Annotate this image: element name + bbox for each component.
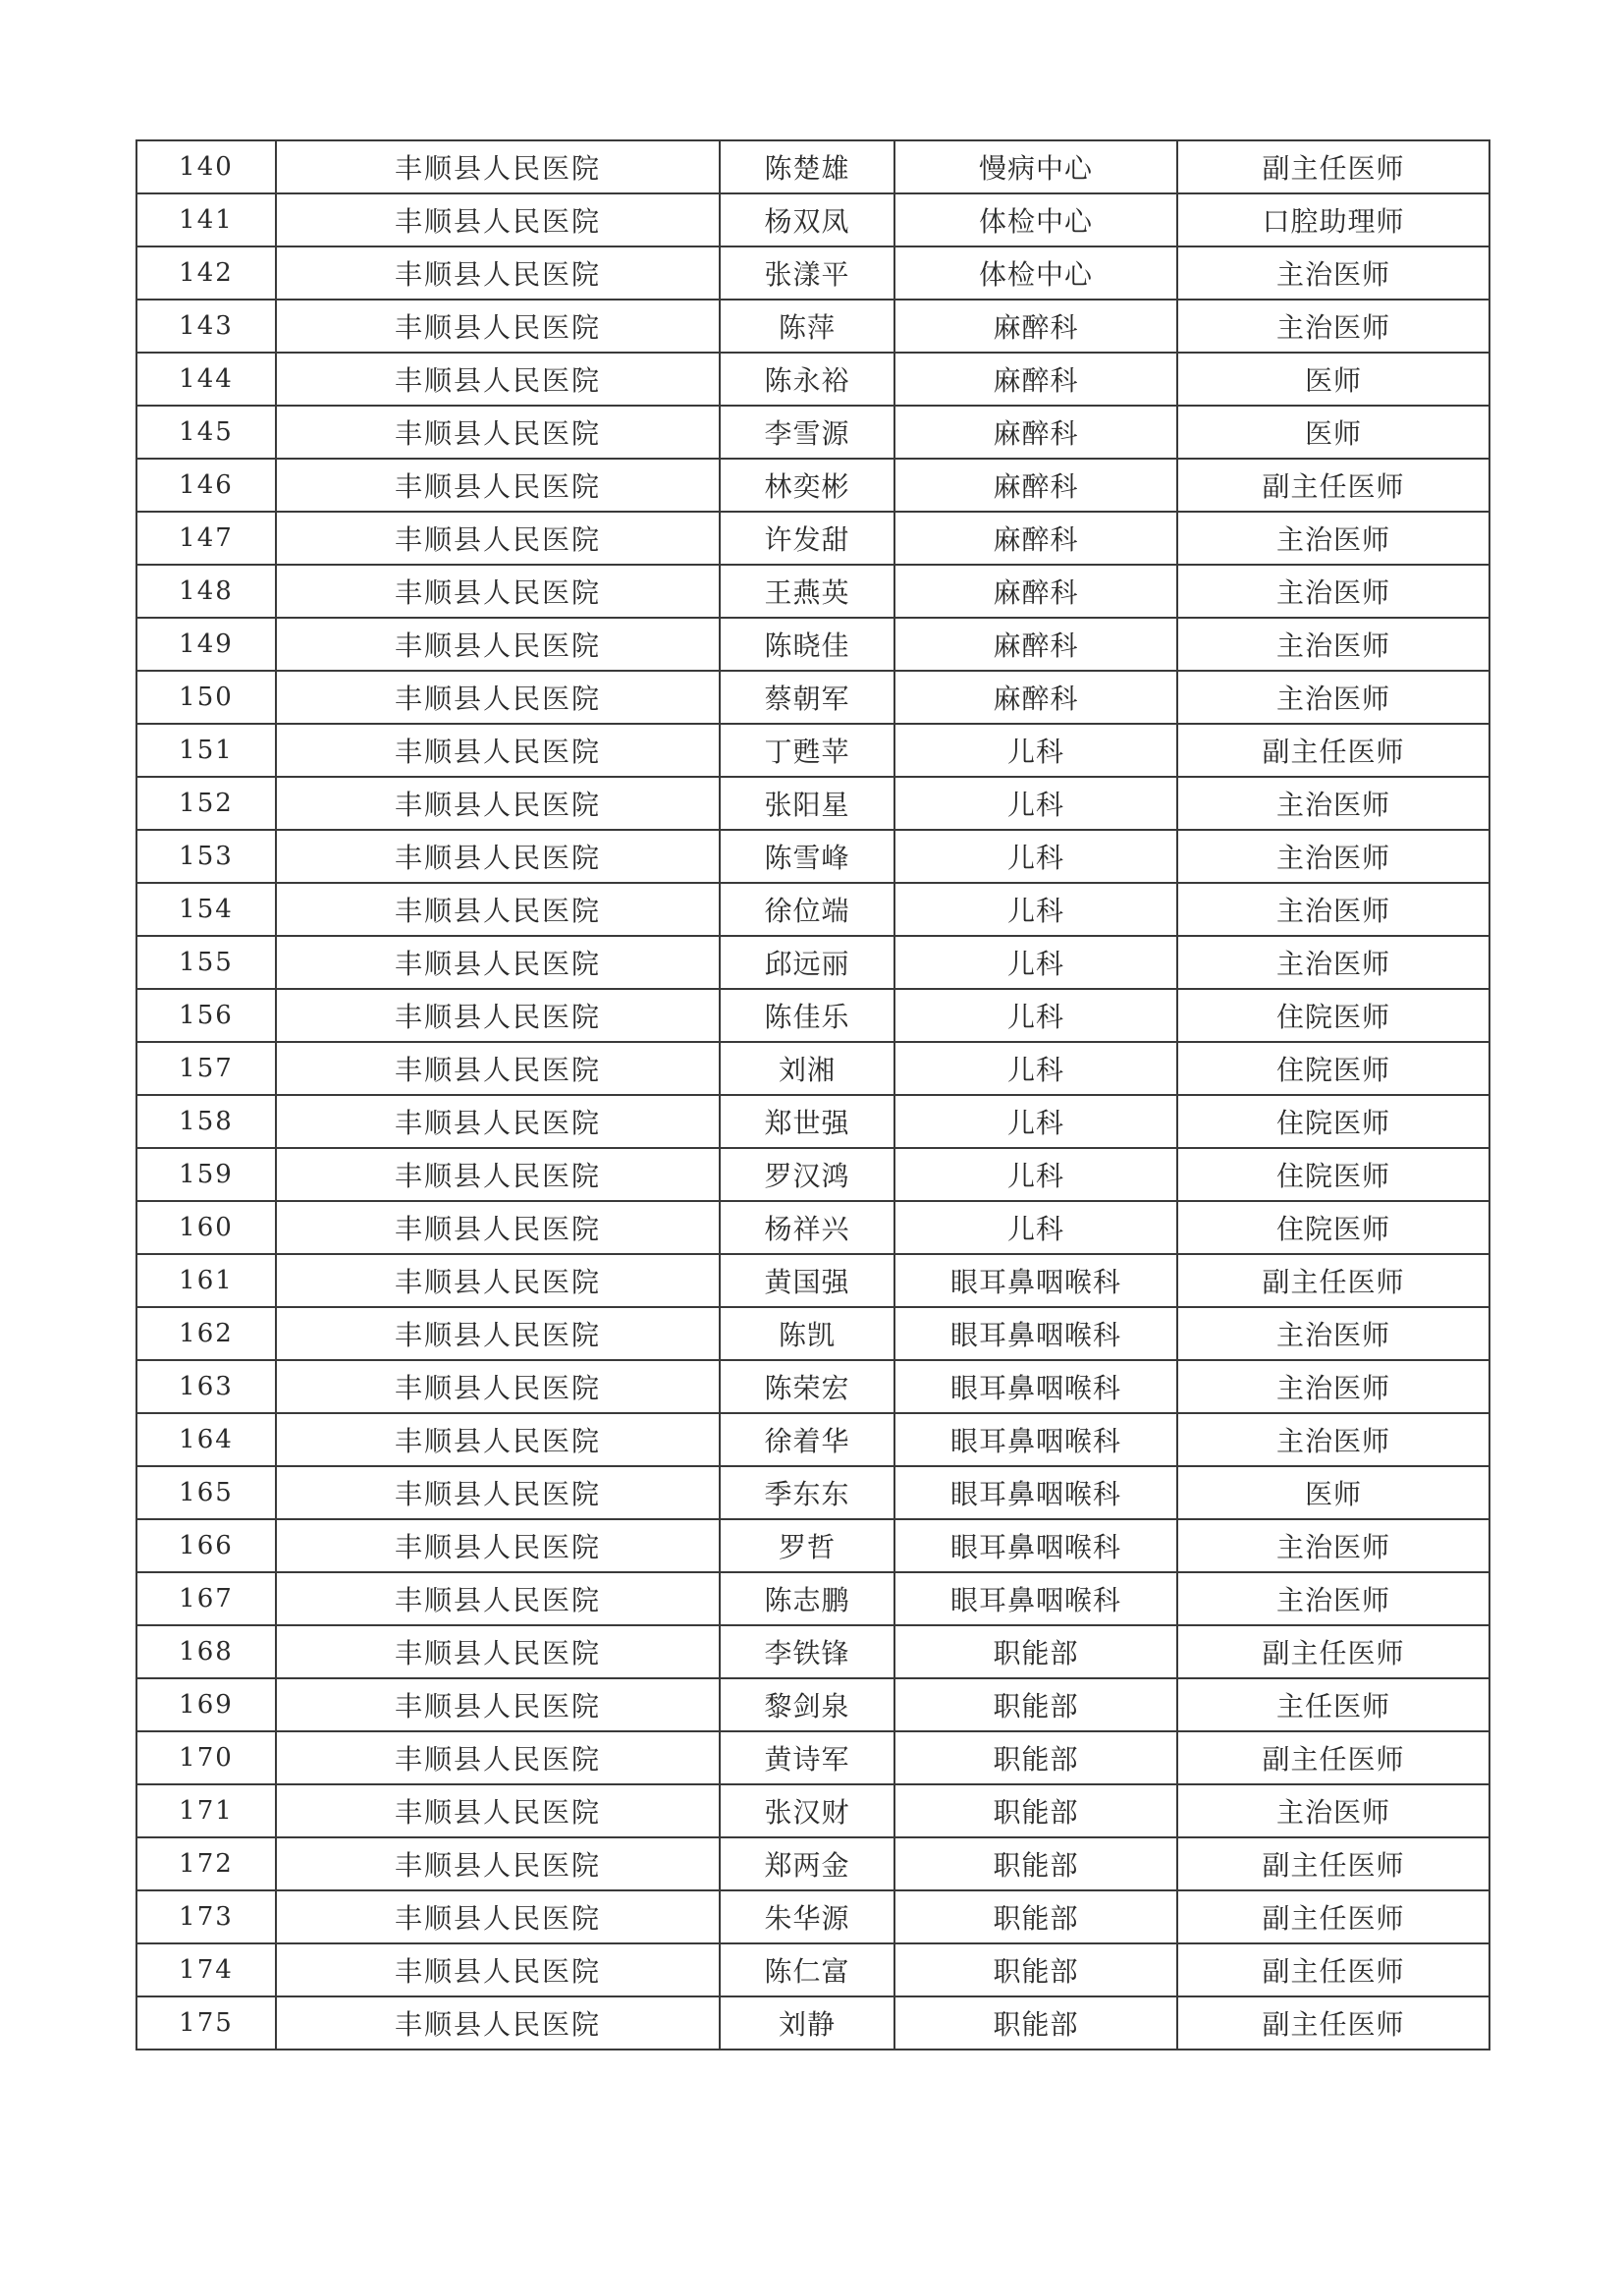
title-cell: 主治医师 bbox=[1177, 1360, 1489, 1413]
title-cell: 主治医师 bbox=[1177, 1519, 1489, 1572]
serial-number-cell: 162 bbox=[136, 1307, 276, 1360]
hospital-cell: 丰顺县人民医院 bbox=[276, 140, 720, 193]
department-cell: 麻醉科 bbox=[894, 406, 1177, 459]
serial-number-cell: 169 bbox=[136, 1678, 276, 1731]
department-cell: 麻醉科 bbox=[894, 459, 1177, 512]
serial-number-cell: 141 bbox=[136, 193, 276, 246]
title-cell: 住院医师 bbox=[1177, 989, 1489, 1042]
hospital-cell: 丰顺县人民医院 bbox=[276, 1943, 720, 1996]
department-cell: 体检中心 bbox=[894, 246, 1177, 300]
table-row bbox=[136, 883, 1489, 936]
hospital-cell: 丰顺县人民医院 bbox=[276, 618, 720, 671]
title-cell: 主治医师 bbox=[1177, 671, 1489, 724]
name-cell: 陈永裕 bbox=[720, 353, 894, 406]
hospital-cell: 丰顺县人民医院 bbox=[276, 1413, 720, 1466]
serial-number-cell: 165 bbox=[136, 1466, 276, 1519]
name-cell: 黎剑泉 bbox=[720, 1678, 894, 1731]
hospital-cell: 丰顺县人民医院 bbox=[276, 1307, 720, 1360]
title-cell: 主治医师 bbox=[1177, 777, 1489, 830]
serial-number-cell: 167 bbox=[136, 1572, 276, 1625]
table-row bbox=[136, 1201, 1489, 1254]
name-cell: 邱远丽 bbox=[720, 936, 894, 989]
hospital-cell: 丰顺县人民医院 bbox=[276, 1625, 720, 1678]
serial-number-cell: 143 bbox=[136, 300, 276, 353]
hospital-cell: 丰顺县人民医院 bbox=[276, 512, 720, 565]
serial-number-cell: 161 bbox=[136, 1254, 276, 1307]
table-row bbox=[136, 1678, 1489, 1731]
name-cell: 陈萍 bbox=[720, 300, 894, 353]
department-cell: 职能部 bbox=[894, 1678, 1177, 1731]
department-cell: 职能部 bbox=[894, 1996, 1177, 2050]
hospital-cell: 丰顺县人民医院 bbox=[276, 1890, 720, 1943]
name-cell: 王燕英 bbox=[720, 565, 894, 618]
serial-number-cell: 142 bbox=[136, 246, 276, 300]
name-cell: 徐着华 bbox=[720, 1413, 894, 1466]
serial-number-cell: 160 bbox=[136, 1201, 276, 1254]
department-cell: 麻醉科 bbox=[894, 300, 1177, 353]
serial-number-cell: 146 bbox=[136, 459, 276, 512]
department-cell: 麻醉科 bbox=[894, 618, 1177, 671]
department-cell: 眼耳鼻咽喉科 bbox=[894, 1519, 1177, 1572]
hospital-cell: 丰顺县人民医院 bbox=[276, 830, 720, 883]
serial-number-cell: 175 bbox=[136, 1996, 276, 2050]
department-cell: 儿科 bbox=[894, 883, 1177, 936]
name-cell: 刘湘 bbox=[720, 1042, 894, 1095]
name-cell: 陈雪峰 bbox=[720, 830, 894, 883]
title-cell: 住院医师 bbox=[1177, 1095, 1489, 1148]
serial-number-cell: 154 bbox=[136, 883, 276, 936]
department-cell: 儿科 bbox=[894, 989, 1177, 1042]
title-cell: 副主任医师 bbox=[1177, 1943, 1489, 1996]
department-cell: 麻醉科 bbox=[894, 671, 1177, 724]
table-row bbox=[136, 406, 1489, 459]
department-cell: 眼耳鼻咽喉科 bbox=[894, 1572, 1177, 1625]
hospital-cell: 丰顺县人民医院 bbox=[276, 565, 720, 618]
serial-number-cell: 145 bbox=[136, 406, 276, 459]
serial-number-cell: 140 bbox=[136, 140, 276, 193]
document-page bbox=[135, 139, 1489, 2050]
table-row bbox=[136, 1254, 1489, 1307]
hospital-cell: 丰顺县人民医院 bbox=[276, 246, 720, 300]
serial-number-cell: 166 bbox=[136, 1519, 276, 1572]
hospital-cell: 丰顺县人民医院 bbox=[276, 883, 720, 936]
name-cell: 林奕彬 bbox=[720, 459, 894, 512]
hospital-cell: 丰顺县人民医院 bbox=[276, 300, 720, 353]
department-cell: 职能部 bbox=[894, 1731, 1177, 1784]
serial-number-cell: 149 bbox=[136, 618, 276, 671]
department-cell: 麻醉科 bbox=[894, 512, 1177, 565]
name-cell: 张漾平 bbox=[720, 246, 894, 300]
serial-number-cell: 159 bbox=[136, 1148, 276, 1201]
name-cell: 季东东 bbox=[720, 1466, 894, 1519]
table-row bbox=[136, 1307, 1489, 1360]
hospital-cell: 丰顺县人民医院 bbox=[276, 1360, 720, 1413]
name-cell: 许发甜 bbox=[720, 512, 894, 565]
hospital-cell: 丰顺县人民医院 bbox=[276, 1148, 720, 1201]
hospital-cell: 丰顺县人民医院 bbox=[276, 193, 720, 246]
table-row bbox=[136, 1625, 1489, 1678]
hospital-cell: 丰顺县人民医院 bbox=[276, 1519, 720, 1572]
serial-number-cell: 163 bbox=[136, 1360, 276, 1413]
name-cell: 罗汉鸿 bbox=[720, 1148, 894, 1201]
name-cell: 陈志鹏 bbox=[720, 1572, 894, 1625]
serial-number-cell: 147 bbox=[136, 512, 276, 565]
name-cell: 罗哲 bbox=[720, 1519, 894, 1572]
hospital-cell: 丰顺县人民医院 bbox=[276, 1837, 720, 1890]
table-row bbox=[136, 1095, 1489, 1148]
title-cell: 主治医师 bbox=[1177, 565, 1489, 618]
table-row bbox=[136, 459, 1489, 512]
table-row bbox=[136, 300, 1489, 353]
serial-number-cell: 157 bbox=[136, 1042, 276, 1095]
table-body bbox=[136, 140, 1489, 2050]
department-cell: 眼耳鼻咽喉科 bbox=[894, 1413, 1177, 1466]
serial-number-cell: 144 bbox=[136, 353, 276, 406]
name-cell: 陈楚雄 bbox=[720, 140, 894, 193]
title-cell: 主治医师 bbox=[1177, 1572, 1489, 1625]
title-cell: 主治医师 bbox=[1177, 1413, 1489, 1466]
title-cell: 主治医师 bbox=[1177, 883, 1489, 936]
title-cell: 医师 bbox=[1177, 353, 1489, 406]
hospital-cell: 丰顺县人民医院 bbox=[276, 353, 720, 406]
name-cell: 陈仁富 bbox=[720, 1943, 894, 1996]
title-cell: 副主任医师 bbox=[1177, 140, 1489, 193]
table-row bbox=[136, 777, 1489, 830]
hospital-cell: 丰顺县人民医院 bbox=[276, 1731, 720, 1784]
table-row bbox=[136, 565, 1489, 618]
title-cell: 住院医师 bbox=[1177, 1201, 1489, 1254]
table-row bbox=[136, 1148, 1489, 1201]
serial-number-cell: 170 bbox=[136, 1731, 276, 1784]
hospital-cell: 丰顺县人民医院 bbox=[276, 1254, 720, 1307]
table-row bbox=[136, 193, 1489, 246]
hospital-cell: 丰顺县人民医院 bbox=[276, 406, 720, 459]
department-cell: 眼耳鼻咽喉科 bbox=[894, 1466, 1177, 1519]
title-cell: 口腔助理师 bbox=[1177, 193, 1489, 246]
table-row bbox=[136, 724, 1489, 777]
department-cell: 儿科 bbox=[894, 1148, 1177, 1201]
title-cell: 副主任医师 bbox=[1177, 1837, 1489, 1890]
title-cell: 主治医师 bbox=[1177, 618, 1489, 671]
department-cell: 儿科 bbox=[894, 724, 1177, 777]
serial-number-cell: 158 bbox=[136, 1095, 276, 1148]
title-cell: 住院医师 bbox=[1177, 1148, 1489, 1201]
table-row bbox=[136, 618, 1489, 671]
name-cell: 陈凯 bbox=[720, 1307, 894, 1360]
hospital-cell: 丰顺县人民医院 bbox=[276, 777, 720, 830]
serial-number-cell: 164 bbox=[136, 1413, 276, 1466]
hospital-cell: 丰顺县人民医院 bbox=[276, 1095, 720, 1148]
title-cell: 主任医师 bbox=[1177, 1678, 1489, 1731]
serial-number-cell: 171 bbox=[136, 1784, 276, 1837]
staff-table bbox=[135, 139, 1490, 2050]
department-cell: 职能部 bbox=[894, 1943, 1177, 1996]
name-cell: 陈晓佳 bbox=[720, 618, 894, 671]
title-cell: 副主任医师 bbox=[1177, 1890, 1489, 1943]
name-cell: 黄国强 bbox=[720, 1254, 894, 1307]
name-cell: 刘静 bbox=[720, 1996, 894, 2050]
table-row bbox=[136, 512, 1489, 565]
hospital-cell: 丰顺县人民医院 bbox=[276, 1201, 720, 1254]
department-cell: 儿科 bbox=[894, 1095, 1177, 1148]
department-cell: 儿科 bbox=[894, 1042, 1177, 1095]
table-row bbox=[136, 1360, 1489, 1413]
name-cell: 朱华源 bbox=[720, 1890, 894, 1943]
name-cell: 杨双凤 bbox=[720, 193, 894, 246]
department-cell: 儿科 bbox=[894, 777, 1177, 830]
department-cell: 儿科 bbox=[894, 1201, 1177, 1254]
department-cell: 麻醉科 bbox=[894, 353, 1177, 406]
name-cell: 陈荣宏 bbox=[720, 1360, 894, 1413]
table-row bbox=[136, 353, 1489, 406]
serial-number-cell: 172 bbox=[136, 1837, 276, 1890]
title-cell: 主治医师 bbox=[1177, 936, 1489, 989]
title-cell: 主治医师 bbox=[1177, 512, 1489, 565]
department-cell: 体检中心 bbox=[894, 193, 1177, 246]
name-cell: 张阳星 bbox=[720, 777, 894, 830]
title-cell: 主治医师 bbox=[1177, 246, 1489, 300]
hospital-cell: 丰顺县人民医院 bbox=[276, 1996, 720, 2050]
serial-number-cell: 155 bbox=[136, 936, 276, 989]
serial-number-cell: 153 bbox=[136, 830, 276, 883]
table-row bbox=[136, 1784, 1489, 1837]
table-row bbox=[136, 1731, 1489, 1784]
hospital-cell: 丰顺县人民医院 bbox=[276, 459, 720, 512]
department-cell: 职能部 bbox=[894, 1784, 1177, 1837]
table-row bbox=[136, 1466, 1489, 1519]
name-cell: 丁甦苹 bbox=[720, 724, 894, 777]
title-cell: 副主任医师 bbox=[1177, 1996, 1489, 2050]
name-cell: 杨祥兴 bbox=[720, 1201, 894, 1254]
department-cell: 眼耳鼻咽喉科 bbox=[894, 1254, 1177, 1307]
hospital-cell: 丰顺县人民医院 bbox=[276, 936, 720, 989]
title-cell: 主治医师 bbox=[1177, 1307, 1489, 1360]
department-cell: 职能部 bbox=[894, 1890, 1177, 1943]
hospital-cell: 丰顺县人民医院 bbox=[276, 1042, 720, 1095]
name-cell: 郑两金 bbox=[720, 1837, 894, 1890]
name-cell: 陈佳乐 bbox=[720, 989, 894, 1042]
department-cell: 慢病中心 bbox=[894, 140, 1177, 193]
department-cell: 职能部 bbox=[894, 1837, 1177, 1890]
table-row bbox=[136, 1519, 1489, 1572]
hospital-cell: 丰顺县人民医院 bbox=[276, 1784, 720, 1837]
hospital-cell: 丰顺县人民医院 bbox=[276, 989, 720, 1042]
name-cell: 徐位端 bbox=[720, 883, 894, 936]
name-cell: 郑世强 bbox=[720, 1095, 894, 1148]
title-cell: 主治医师 bbox=[1177, 300, 1489, 353]
serial-number-cell: 152 bbox=[136, 777, 276, 830]
table-row bbox=[136, 140, 1489, 193]
title-cell: 主治医师 bbox=[1177, 830, 1489, 883]
hospital-cell: 丰顺县人民医院 bbox=[276, 1572, 720, 1625]
title-cell: 副主任医师 bbox=[1177, 1254, 1489, 1307]
name-cell: 李铁锋 bbox=[720, 1625, 894, 1678]
title-cell: 副主任医师 bbox=[1177, 1625, 1489, 1678]
serial-number-cell: 150 bbox=[136, 671, 276, 724]
title-cell: 医师 bbox=[1177, 1466, 1489, 1519]
department-cell: 职能部 bbox=[894, 1625, 1177, 1678]
serial-number-cell: 148 bbox=[136, 565, 276, 618]
table-row bbox=[136, 1890, 1489, 1943]
department-cell: 儿科 bbox=[894, 936, 1177, 989]
serial-number-cell: 174 bbox=[136, 1943, 276, 1996]
serial-number-cell: 173 bbox=[136, 1890, 276, 1943]
table-row bbox=[136, 989, 1489, 1042]
serial-number-cell: 168 bbox=[136, 1625, 276, 1678]
department-cell: 麻醉科 bbox=[894, 565, 1177, 618]
hospital-cell: 丰顺县人民医院 bbox=[276, 1678, 720, 1731]
department-cell: 眼耳鼻咽喉科 bbox=[894, 1360, 1177, 1413]
table-row bbox=[136, 830, 1489, 883]
name-cell: 张汉财 bbox=[720, 1784, 894, 1837]
title-cell: 主治医师 bbox=[1177, 1784, 1489, 1837]
name-cell: 李雪源 bbox=[720, 406, 894, 459]
table-row bbox=[136, 1837, 1489, 1890]
table-row bbox=[136, 671, 1489, 724]
title-cell: 副主任医师 bbox=[1177, 724, 1489, 777]
title-cell: 医师 bbox=[1177, 406, 1489, 459]
name-cell: 蔡朝军 bbox=[720, 671, 894, 724]
title-cell: 副主任医师 bbox=[1177, 1731, 1489, 1784]
table-row bbox=[136, 1943, 1489, 1996]
title-cell: 副主任医师 bbox=[1177, 459, 1489, 512]
serial-number-cell: 151 bbox=[136, 724, 276, 777]
title-cell: 住院医师 bbox=[1177, 1042, 1489, 1095]
table-row bbox=[136, 1042, 1489, 1095]
hospital-cell: 丰顺县人民医院 bbox=[276, 671, 720, 724]
table-row bbox=[136, 1572, 1489, 1625]
serial-number-cell: 156 bbox=[136, 989, 276, 1042]
table-row bbox=[136, 246, 1489, 300]
hospital-cell: 丰顺县人民医院 bbox=[276, 1466, 720, 1519]
department-cell: 眼耳鼻咽喉科 bbox=[894, 1307, 1177, 1360]
table-row bbox=[136, 1413, 1489, 1466]
hospital-cell: 丰顺县人民医院 bbox=[276, 724, 720, 777]
table-row bbox=[136, 1996, 1489, 2050]
department-cell: 儿科 bbox=[894, 830, 1177, 883]
table-row bbox=[136, 936, 1489, 989]
name-cell: 黄诗军 bbox=[720, 1731, 894, 1784]
